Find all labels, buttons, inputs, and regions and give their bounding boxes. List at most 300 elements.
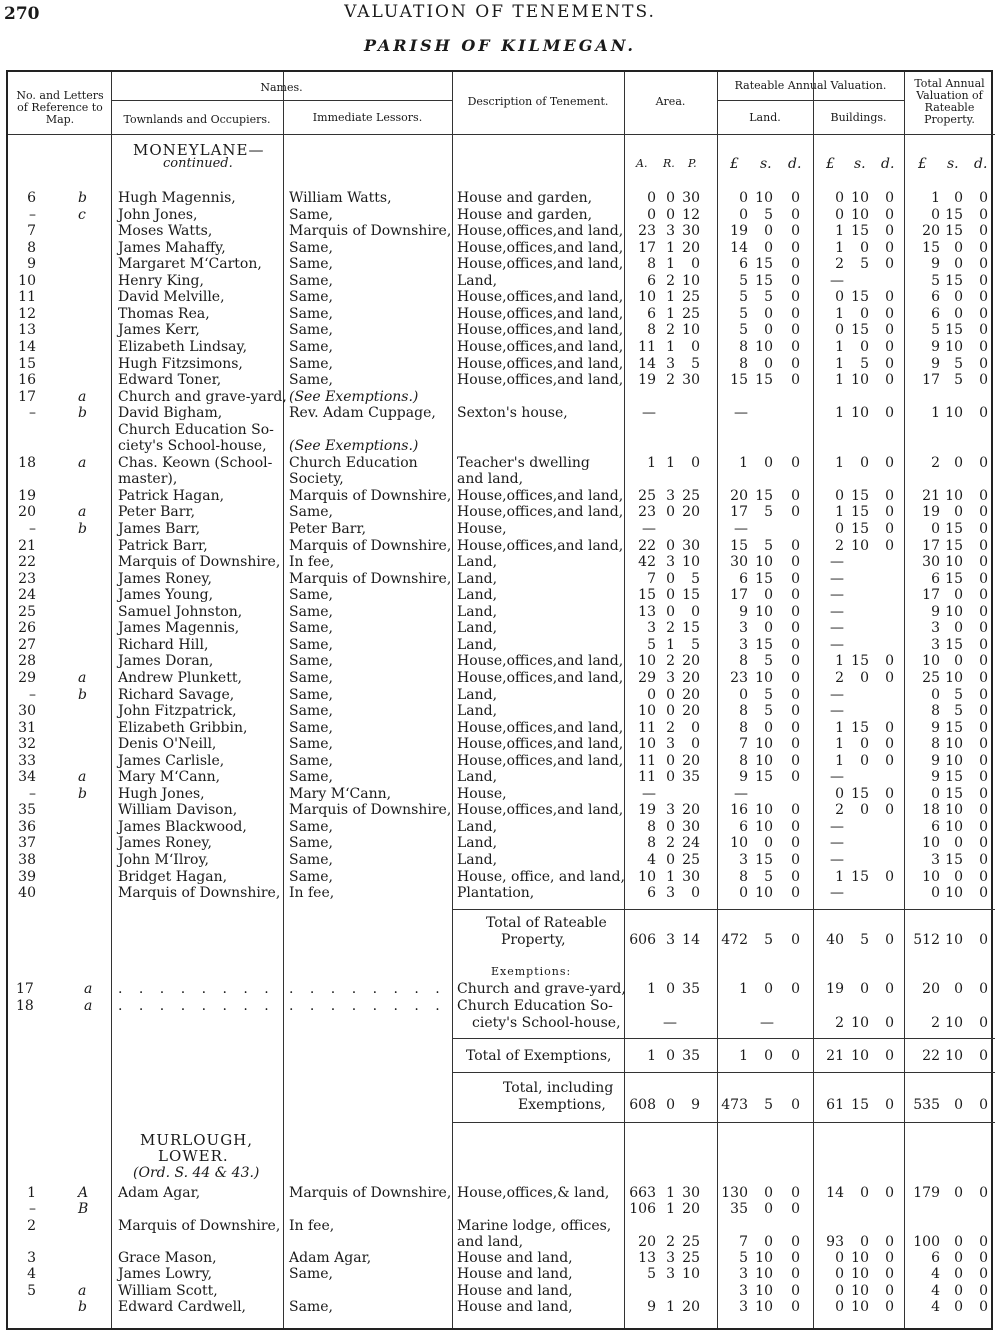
table-row (8, 1283, 995, 1299)
ref-number: – (29, 521, 36, 537)
table-row (8, 819, 995, 835)
ref-number: 36 (18, 818, 36, 835)
cell: 19 (826, 981, 844, 997)
cell-a: 0 (647, 206, 656, 223)
cell-b: 15 (851, 521, 869, 537)
cell-ld: 8 (739, 338, 748, 355)
cell: — (663, 1015, 677, 1031)
cell-t: 0 (954, 289, 963, 306)
cell: 10 (945, 1048, 963, 1064)
description: Land, (457, 835, 498, 852)
cell-a: 5 (647, 1266, 656, 1282)
cell-a: 5 (691, 636, 700, 653)
cell: 0 (860, 981, 869, 997)
cell: 5 (764, 1097, 773, 1113)
cell-t: 0 (979, 504, 988, 521)
cell-ld: 0 (791, 1234, 800, 1250)
cell-a: 5 (691, 570, 700, 587)
cell-ld: 0 (791, 818, 800, 835)
cell-a: 19 (638, 372, 656, 389)
cell-ld: 10 (730, 835, 748, 852)
cell-a: 20 (682, 653, 700, 670)
occupier: David Bigham, (118, 405, 223, 422)
cell-ld: 17 (730, 587, 748, 604)
cell-ld: 10 (755, 338, 773, 355)
cell-ld: 5 (764, 703, 773, 720)
cell: 14 (682, 932, 700, 948)
occupier: James Mahaffy, (118, 239, 226, 256)
description: Land, (457, 636, 498, 653)
header-rateable: Rateable Annual Valuation. (734, 79, 887, 92)
description: Land, (457, 703, 498, 720)
cell-ld: — (734, 785, 748, 802)
occupier: Hugh Fitzsimons, (118, 355, 243, 372)
cell-a: 11 (638, 719, 656, 736)
ref-number: 22 (18, 554, 36, 571)
cell-ld: 0 (739, 190, 748, 206)
cell-b: 1 (835, 752, 844, 769)
table-row (8, 736, 995, 752)
description: House and land, (457, 1250, 573, 1266)
occupier: John M‘Ilroy, (118, 852, 209, 868)
cell-t: 9 (931, 338, 940, 355)
cell-a: 3 (666, 736, 675, 753)
cell-t: 10 (922, 868, 940, 885)
occupier: Adam Agar, (118, 1185, 201, 1201)
cell-a: 11 (638, 769, 656, 786)
description: Teacher's dwelling (457, 454, 590, 471)
occupier: Samuel Johnston, (118, 603, 243, 620)
cell-t: 4 (931, 1266, 940, 1282)
cell-a: 0 (666, 703, 675, 720)
cell-t: 1 (931, 405, 940, 422)
cell-ld: 6 (739, 818, 748, 835)
lessor: Same, (289, 636, 333, 653)
cell: 0 (979, 981, 988, 997)
cell-a: 25 (682, 305, 700, 322)
lessor: Same, (289, 736, 333, 753)
cell-t: 10 (945, 818, 963, 835)
cell-ld: 8 (739, 653, 748, 670)
cell-a: 2 (666, 372, 675, 389)
cell-a: 3 (666, 1250, 675, 1266)
total-rateable-label: Total of Rateable (486, 915, 607, 931)
cell-a: 20 (682, 686, 700, 703)
cell-t: 0 (979, 719, 988, 736)
table-row (8, 869, 995, 885)
table-row (8, 1201, 995, 1217)
cell-ld: 0 (791, 620, 800, 637)
cell-a: 10 (682, 322, 700, 339)
cell-b: 14 (826, 1185, 844, 1201)
lessor: Same, (289, 305, 333, 322)
occupier: Marquis of Downshire, (118, 554, 281, 571)
cell-b: 0 (885, 305, 894, 322)
header-land: Land. (749, 111, 781, 124)
occupier: Patrick Hagan, (118, 487, 225, 504)
occupier: James Blackwood, (118, 818, 247, 835)
cell-a: 4 (647, 852, 656, 868)
unit-d: d. (974, 156, 988, 172)
cell-ld: 0 (791, 1299, 800, 1315)
section2-title: MURLOUGH, (140, 1131, 254, 1149)
cell-ld: 5 (764, 504, 773, 521)
cell-a: 12 (682, 206, 700, 223)
cell: 0 (666, 1048, 675, 1064)
cell-a: 1 (666, 338, 675, 355)
header-area: Area. (655, 95, 686, 108)
occupier: James Doran, (118, 653, 214, 670)
cell-ld: — (734, 405, 748, 422)
cell-b: 0 (885, 504, 894, 521)
ref-number: 11 (18, 289, 36, 306)
occupier: Richard Hill, (118, 636, 209, 653)
cell-t: 5 (931, 272, 940, 289)
cell-ld: 20 (730, 487, 748, 504)
cell-t: 0 (954, 835, 963, 852)
cell-a: 10 (638, 868, 656, 885)
description: Land, (457, 769, 498, 786)
table-row (8, 521, 995, 537)
cell-a: 1 (666, 256, 675, 273)
lessor: Marquis of Downshire, (289, 802, 452, 819)
cell-b: 10 (851, 1283, 869, 1299)
ref-letter: a (78, 454, 87, 471)
cell-ld: 8 (739, 719, 748, 736)
cell-t: 10 (922, 835, 940, 852)
description: House,offices,and land, (457, 239, 624, 256)
table-row (8, 471, 995, 487)
ref-number: 16 (18, 372, 36, 389)
description: House and garden, (457, 206, 593, 223)
cell: 0 (885, 1015, 894, 1031)
cell-a: 0 (666, 852, 675, 868)
cell-ld: 9 (739, 769, 748, 786)
lessor: Rev. Adam Cuppage, (289, 405, 436, 422)
cell-t: 179 (913, 1185, 940, 1201)
cell-b: 0 (885, 719, 894, 736)
cell-a: 2 (666, 322, 675, 339)
occupier: Patrick Barr, (118, 537, 208, 554)
occupier: James Kerr, (118, 322, 200, 339)
table-row (8, 240, 995, 256)
cell-ld: 5 (739, 1250, 748, 1266)
description: Land, (457, 686, 498, 703)
cell-t: 0 (979, 736, 988, 753)
table-row (8, 1299, 995, 1315)
lessor: Same, (289, 818, 333, 835)
cell-a: 25 (682, 852, 700, 868)
ref-letter: a (78, 504, 87, 521)
total-exemptions-row (8, 1048, 995, 1064)
ref-number: 14 (18, 338, 36, 355)
description: Marine lodge, offices, (457, 1218, 612, 1234)
ref-number: 18 (16, 998, 34, 1014)
cell-t: 0 (954, 190, 963, 206)
cell-b: 2 (835, 802, 844, 819)
description: House,offices,and land, (457, 504, 624, 521)
lessor: Same, (289, 669, 333, 686)
cell-t: 0 (954, 239, 963, 256)
occupier: James Carlisle, (118, 752, 225, 769)
header-description: Description of Tenement. (467, 95, 609, 108)
cell-t: 9 (931, 256, 940, 273)
cell-t: 0 (979, 190, 988, 206)
cell-b: 0 (860, 1234, 869, 1250)
cell-a: 2 (666, 719, 675, 736)
cell-t: 0 (979, 703, 988, 720)
cell-a: 0 (666, 570, 675, 587)
ref-number: 27 (18, 636, 36, 653)
unit-r: R. (663, 157, 675, 170)
cell-b: — (830, 587, 844, 604)
lessor: Same, (289, 620, 333, 637)
ref-letter: b (78, 190, 87, 206)
lessor: Same, (289, 322, 333, 339)
cell-a: 20 (682, 802, 700, 819)
cell-t: 15 (945, 537, 963, 554)
cell-a: 2 (666, 653, 675, 670)
cell-t: 0 (979, 1283, 988, 1299)
cell: 10 (851, 1048, 869, 1064)
table-row (8, 1218, 995, 1234)
cell-a: 25 (638, 487, 656, 504)
cell-t: 0 (954, 256, 963, 273)
table-row (8, 389, 995, 405)
cell-t: 0 (954, 504, 963, 521)
ref-number: 32 (18, 736, 36, 753)
ref-number: 30 (18, 703, 36, 720)
cell-b: 0 (835, 322, 844, 339)
cell: 0 (791, 981, 800, 997)
occupier: Hugh Jones, (118, 785, 205, 802)
cell-t: 0 (954, 1234, 963, 1250)
description: House and garden, (457, 190, 593, 206)
cell-t: 0 (979, 769, 988, 786)
cell-ld: 0 (764, 1234, 773, 1250)
cell-a: 0 (666, 504, 675, 521)
occupier: James Magennis, (118, 620, 240, 637)
cell-b: 0 (860, 802, 869, 819)
lessor: Same, (289, 239, 333, 256)
cell-ld: 0 (791, 239, 800, 256)
unit-l: £ (826, 156, 835, 172)
header-total: Total Annual Valuation of Rateable Property. (914, 77, 985, 126)
cell-b: 1 (835, 239, 844, 256)
cell-b: 0 (885, 521, 894, 537)
total-including-row (8, 1097, 995, 1113)
cell-b: 0 (835, 487, 844, 504)
cell-t: 6 (931, 818, 940, 835)
cell-ld: 0 (791, 305, 800, 322)
cell-t: 6 (931, 570, 940, 587)
lessor: Same, (289, 372, 333, 389)
cell-t: 2 (931, 454, 940, 471)
cell-t: 21 (922, 487, 940, 504)
cell-ld: 10 (755, 802, 773, 819)
table-row (8, 835, 995, 851)
cell-ld: 5 (764, 206, 773, 223)
cell-ld: 0 (791, 206, 800, 223)
description: Land, (457, 587, 498, 604)
cell-a: 25 (682, 289, 700, 306)
cell-b: 1 (835, 454, 844, 471)
cell: 5 (860, 932, 869, 948)
cell-t: 10 (945, 736, 963, 753)
cell-ld: 7 (739, 1234, 748, 1250)
cell-t: 0 (954, 1299, 963, 1315)
description: House,offices,and land, (457, 736, 624, 753)
cell-a: 0 (666, 818, 675, 835)
cell-ld: 19 (730, 223, 748, 240)
cell-b: 1 (835, 719, 844, 736)
cell-t: 0 (979, 554, 988, 571)
table-row (8, 670, 995, 686)
cell-a: 7 (647, 570, 656, 587)
unit-s: s. (760, 156, 772, 172)
ref-letter: a (78, 669, 87, 686)
cell-b: 0 (885, 669, 894, 686)
cell-t: 0 (954, 1250, 963, 1266)
ref-number: 13 (18, 322, 36, 339)
description: ciety's School-house, (472, 1015, 621, 1031)
cell: 20 (922, 981, 940, 997)
cell-t: 0 (931, 206, 940, 223)
table-row (8, 438, 995, 454)
table-row (8, 504, 995, 520)
cell-a: 2 (666, 835, 675, 852)
occupier: Chas. Keown (School- (118, 454, 273, 471)
cell: 1 (739, 981, 748, 997)
cell-b: 0 (885, 1266, 894, 1282)
cell-a: 0 (666, 603, 675, 620)
lessor: Marquis of Downshire, (289, 1185, 452, 1201)
cell-b: 15 (851, 322, 869, 339)
table-row (8, 339, 995, 355)
cell-ld: 0 (791, 537, 800, 554)
cell-ld: 5 (739, 322, 748, 339)
exemptions-heading: Exemptions: (491, 965, 572, 978)
cell-a: 0 (666, 587, 675, 604)
unit-s: s. (947, 156, 959, 172)
cell-a: 30 (682, 190, 700, 206)
cell-a: 20 (682, 1299, 700, 1315)
cell: 5 (764, 932, 773, 948)
cell: 0 (764, 1048, 773, 1064)
cell-ld: 5 (739, 289, 748, 306)
cell-a: 8 (647, 256, 656, 273)
total-exemptions-label: Total of Exemptions, (466, 1048, 612, 1064)
cell-a: 1 (666, 305, 675, 322)
cell-t: 0 (979, 752, 988, 769)
ref-number: 29 (18, 669, 36, 686)
lessor: Same, (289, 703, 333, 720)
occupier: John Fitzpatrick, (118, 703, 237, 720)
cell-a: 30 (682, 868, 700, 885)
cell-a: 3 (666, 1266, 675, 1282)
lessor: (See Exemptions.) (289, 438, 419, 455)
table-row (8, 256, 995, 272)
cell-t: 30 (922, 554, 940, 571)
cell-t: 17 (922, 587, 940, 604)
cell-b: 0 (835, 1299, 844, 1315)
ref-letter: b (78, 521, 87, 537)
description: and land, (457, 471, 524, 488)
cell-ld: 0 (791, 752, 800, 769)
cell: 2 (931, 1015, 940, 1031)
cell-a: 6 (647, 272, 656, 289)
cell-a: 6 (647, 305, 656, 322)
cell-t: 10 (945, 802, 963, 819)
cell-ld: 0 (791, 669, 800, 686)
cell-ld: 10 (755, 1266, 773, 1282)
description: Land, (457, 852, 498, 868)
cell-ld: 0 (764, 587, 773, 604)
ref-number: – (29, 686, 36, 703)
cell-a: 30 (682, 372, 700, 389)
cell-ld: 10 (755, 603, 773, 620)
ref-letter: A (78, 1185, 89, 1201)
cell-b: 0 (885, 338, 894, 355)
cell-b: — (830, 835, 844, 852)
cell-ld: 0 (791, 852, 800, 868)
ref-number: 20 (18, 504, 36, 521)
cell-t: 9 (931, 603, 940, 620)
ref-number: 37 (18, 835, 36, 852)
cell: 21 (826, 1048, 844, 1064)
cell: 22 (922, 1048, 940, 1064)
cell-t: 3 (931, 636, 940, 653)
cell: 61 (826, 1097, 844, 1113)
table-row (8, 488, 995, 504)
cell-ld: 3 (739, 620, 748, 637)
cell-a: 3 (666, 223, 675, 240)
cell-b: — (830, 686, 844, 703)
cell-ld: 5 (764, 868, 773, 885)
cell-a: 25 (682, 487, 700, 504)
cell: 0 (979, 1015, 988, 1031)
cell-t: 0 (931, 686, 940, 703)
cell-t: 4 (931, 1299, 940, 1315)
cell-b: 0 (860, 736, 869, 753)
cell-b: 2 (835, 537, 844, 554)
lessor: Same, (289, 206, 333, 223)
cell-t: 0 (979, 669, 988, 686)
ref-number: 23 (18, 570, 36, 587)
description: House,offices,and land, (457, 289, 624, 306)
cell-a: 0 (666, 752, 675, 769)
unit-l: £ (730, 156, 739, 172)
ref-letter: B (78, 1201, 89, 1217)
ref-number: – (29, 405, 36, 422)
cell-b: 0 (885, 487, 894, 504)
cell-a: 13 (638, 603, 656, 620)
cell-ld: 0 (791, 338, 800, 355)
table-row (8, 703, 995, 719)
cell-ld: 15 (730, 372, 748, 389)
cell-b: — (830, 603, 844, 620)
cell-a: 0 (666, 686, 675, 703)
table-row (8, 455, 995, 471)
cell-b: 0 (885, 289, 894, 306)
cell-ld: 0 (791, 1250, 800, 1266)
occupier: James Roney, (118, 835, 212, 852)
table-row (8, 223, 995, 239)
cell-ld: 0 (791, 487, 800, 504)
cell: 35 (682, 1048, 700, 1064)
cell: 0 (791, 1097, 800, 1113)
cell-ld: 0 (791, 802, 800, 819)
